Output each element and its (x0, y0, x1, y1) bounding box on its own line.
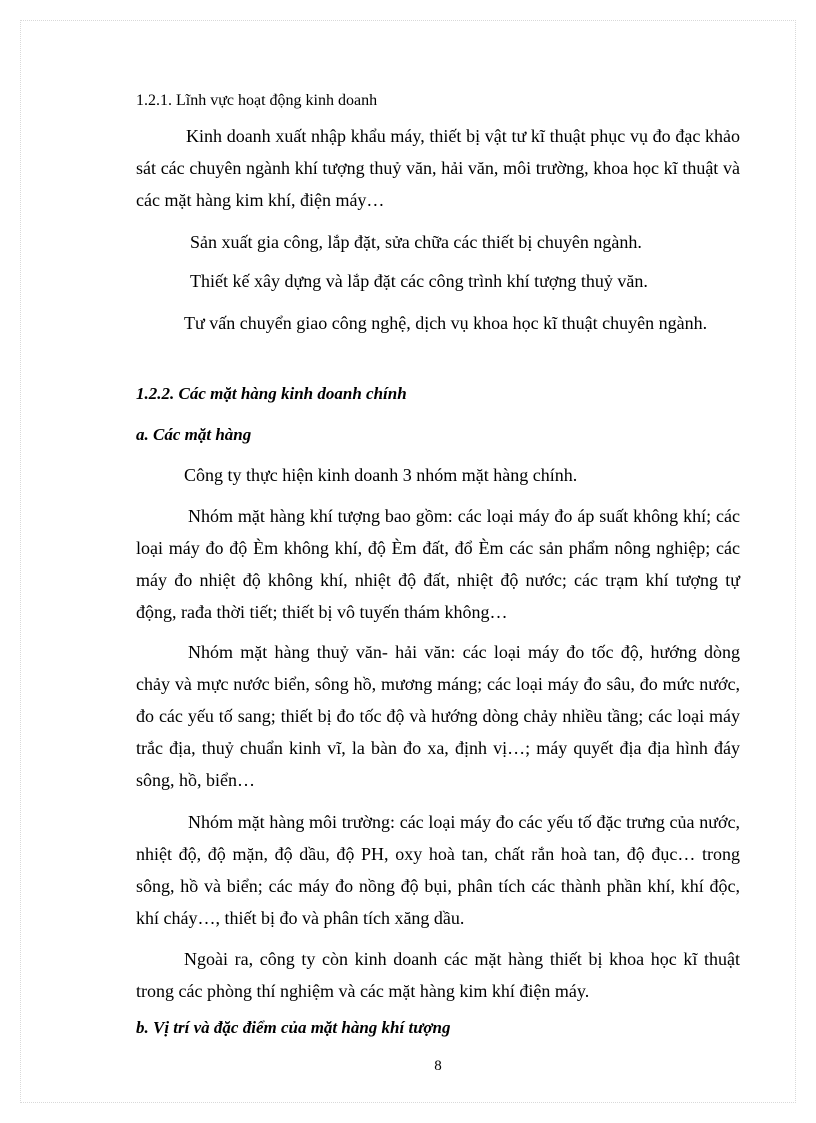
subheading-b: b. Vị trí và đặc điểm của mặt hàng khí tượng (136, 1018, 451, 1037)
page-number: 8 (434, 1058, 442, 1074)
paragraph-business-scope: Kinh doanh xuất nhập khẩu máy, thiết bị vật tư kĩ thuật phục vụ đo đạc khảo sát các chuyên ngành khí tượng thuỷ văn, hải văn, môi trường, khoa học kĩ thuật và các mặt hàng kim khí, điện máy… (136, 126, 740, 210)
paragraph-additional-products: Ngoài ra, công ty còn kinh doanh các mặt hàng thiết bị khoa học kĩ thuật trong các phòng thí nghiệm và các mặt hàng kim khí điện máy. (136, 949, 740, 1001)
section-heading-1-2-1: 1.2.1. Lĩnh vực hoạt động kinh doanh (136, 92, 378, 109)
paragraph-environment-group: Nhóm mặt hàng môi trường: các loại máy đo các yếu tố đặc trưng của nước, nhiệt độ, độ mặn, độ dầu, độ PH, oxy hoà tan, chất rắn hoà tan, độ đục… trong sông, hồ và biển; các máy đo nồng độ bụi, phân tích các thành phần khí, khí độc, khí cháy…, thiết bị đo và phân tích xăng dầu. (136, 812, 740, 928)
paragraph-three-groups: Công ty thực hiện kinh doanh 3 nhóm mặt hàng chính. (184, 465, 578, 485)
paragraph-consulting: Tư vấn chuyển giao công nghệ, dịch vụ khoa học kĩ thuật chuyên ngành. (184, 313, 708, 333)
paragraph-design: Thiết kế xây dựng và lắp đặt các công trình khí tượng thuỷ văn. (190, 271, 648, 291)
subheading-a: a. Các mặt hàng (136, 425, 252, 444)
section-heading-1-2-2: 1.2.2. Các mặt hàng kinh doanh chính (136, 384, 407, 403)
paragraph-manufacturing: Sản xuất gia công, lắp đặt, sửa chữa các thiết bị chuyên ngành. (190, 232, 642, 252)
paragraph-hydrology-group: Nhóm mặt hàng thuỷ văn- hải văn: các loại máy đo tốc độ, hướng dòng chảy và mực nước biển, sông hồ, mương máng; các loại máy đo sâu, đo mức nước, đo các yếu tố sang; thiết bị đo tốc độ và hướng dòng chảy nhiều tầng; các loại máy trắc địa, thuỷ chuẩn kinh vĩ, la bàn đo xa, định vị…; máy quyết địa địa hình đáy sông, hồ, biển… (136, 642, 740, 790)
document-page (136, 0, 740, 1123)
paragraph-meteorology-group: Nhóm mặt hàng khí tượng bao gồm: các loại máy đo áp suất không khí; các loại máy đo độ Èm không khí, độ Èm đất, đổ Èm các sản phẩm nông nghiệp; các máy đo nhiệt độ không khí, nhiệt độ đất, nhiệt độ nước; các trạm khí tượng tự động, rađa thời tiết; thiết bị vô tuyến thám không… (136, 506, 740, 622)
